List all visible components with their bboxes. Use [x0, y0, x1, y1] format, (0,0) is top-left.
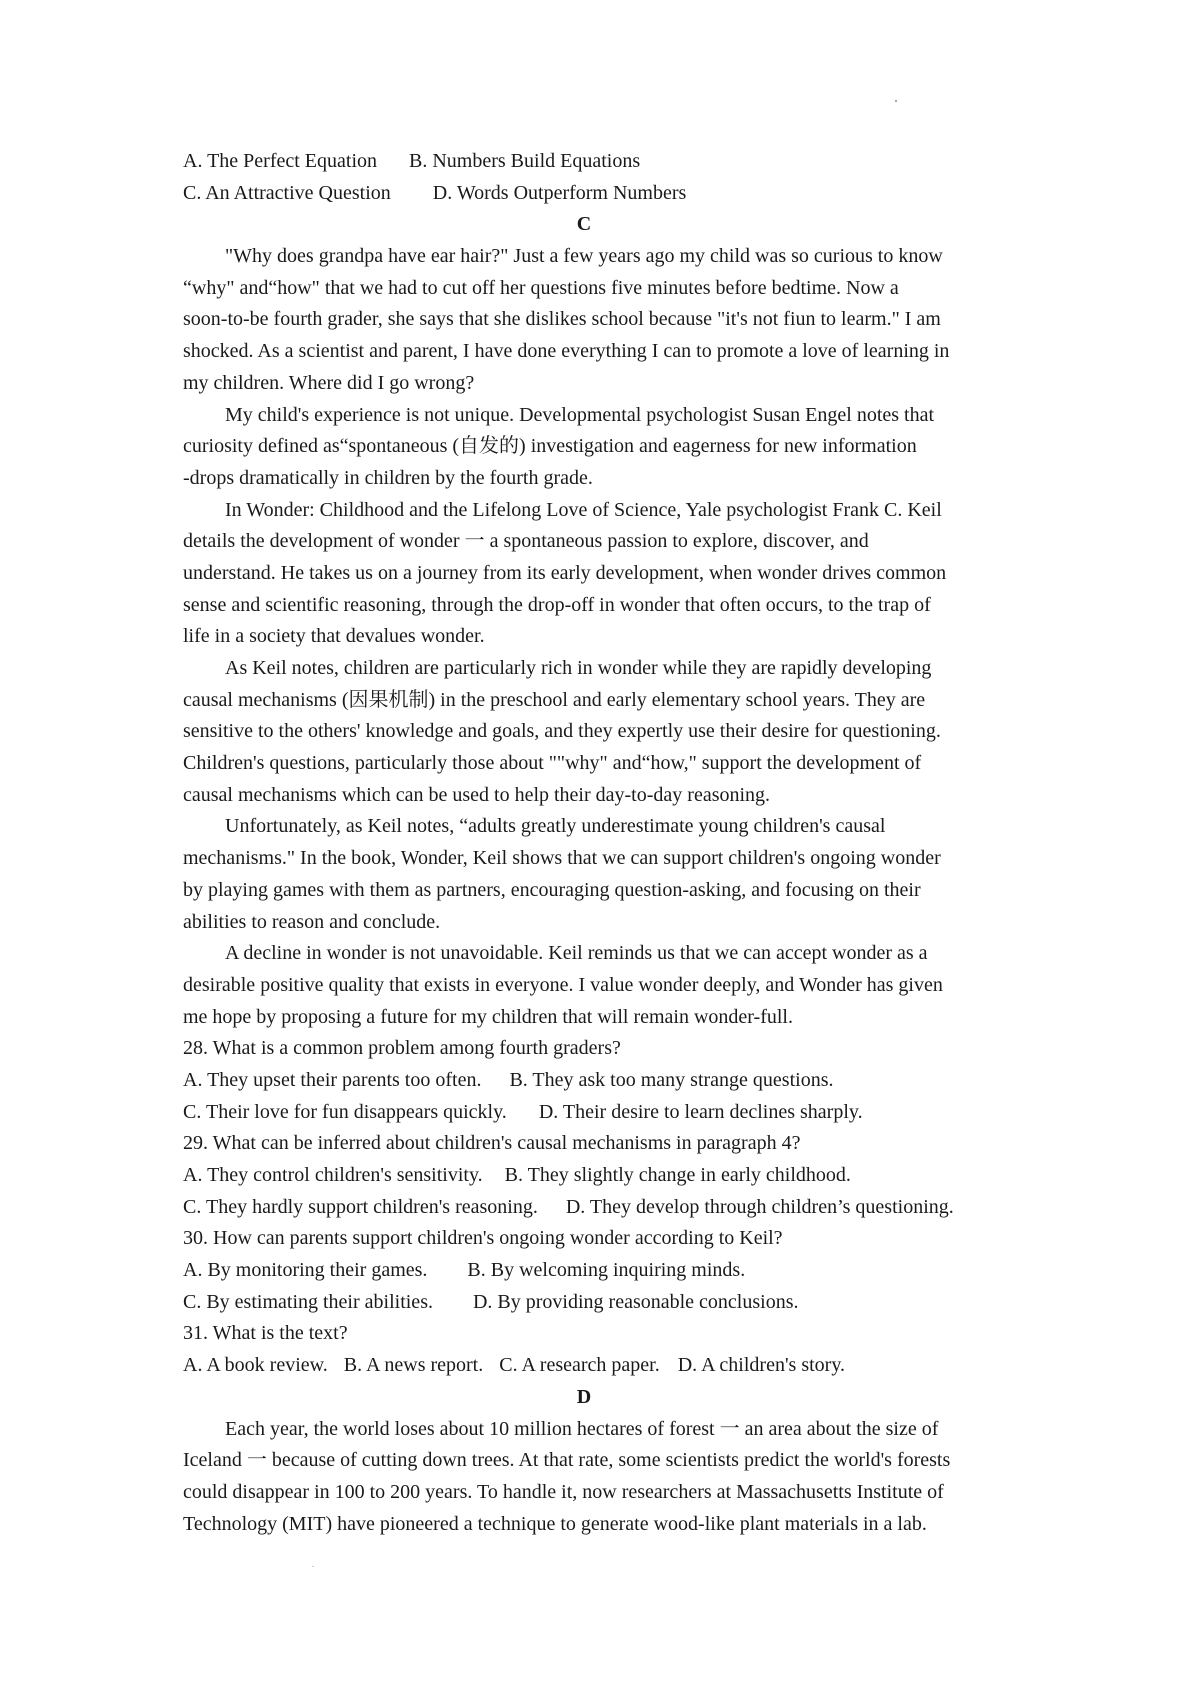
- passage-line: "Why does grandpa have ear hair?" Just a few years ago my child was so curious to know: [225, 245, 943, 268]
- q27-options-row-2: [183, 178, 1023, 210]
- passage-line: understand. He takes us on a journey from its early development, when wonder drives common: [183, 561, 947, 584]
- q27-option-c: C. An Attractive Question: [183, 181, 391, 204]
- q31-option-c: C. A research paper.: [499, 1354, 660, 1377]
- passage-line: -drops dramatically in children by the fourth grade.: [183, 466, 593, 489]
- passage-line: sensitive to the others' knowledge and goals, and they expertly use their desire for questioning.: [183, 720, 941, 743]
- q29-options-row-1: [183, 1160, 1023, 1192]
- scan-speck: [312, 1566, 314, 1567]
- passage-line: mechanisms." In the book, Wonder, Keil shows that we can support children's ongoing wonder: [183, 847, 941, 870]
- passage-line: In Wonder: Childhood and the Lifelong Love of Science, Yale psychologist Frank C. Keil: [225, 498, 942, 521]
- page-content: [183, 146, 1023, 1540]
- q28-stem: 28. What is a common problem among fourth graders?: [183, 1037, 621, 1060]
- passage-line: me hope by proposing a future for my children that will remain wonder-full.: [183, 1005, 793, 1028]
- q30-stem: 30. How can parents support children's ongoing wonder according to Keil?: [183, 1227, 783, 1250]
- q29-options-row-2: [183, 1192, 1023, 1224]
- passage-line: details the development of wonder 一 a spontaneous passion to explore, discover, and: [183, 530, 869, 553]
- passage-line: shocked. As a scientist and parent, I have done everything I can to promote a love of learning in: [183, 340, 950, 363]
- passage-line: causal mechanisms (因果机制) in the preschool and early elementary school years. They are: [183, 688, 926, 711]
- passage-line: my children. Where did I go wrong?: [183, 371, 475, 394]
- passage-line: soon-to-be fourth grader, she says that she dislikes school because "it's not fiun to learm." I am: [183, 308, 941, 331]
- passage-line: sense and scientific reasoning, through the drop-off in wonder that often occurs, to the trap of: [183, 593, 931, 616]
- q28-option-c: C. Their love for fun disappears quickly.: [183, 1100, 507, 1123]
- q31-stem: 31. What is the text?: [183, 1322, 348, 1345]
- section-d-title: D: [576, 1385, 592, 1408]
- passage-line: A decline in wonder is not unavoidable. Keil reminds us that we can accept wonder as a: [225, 942, 928, 965]
- passage-line: “why" and“how" that we had to cut off her questions five minutes before bedtime. Now a: [183, 276, 899, 299]
- q29-option-a: A. They control children's sensitivity.: [183, 1164, 483, 1186]
- q28-option-d: D. Their desire to learn declines sharply.: [538, 1100, 863, 1123]
- passage-line: life in a society that devalues wonder.: [183, 625, 485, 648]
- passage-line: by playing games with them as partners, encouraging question-asking, and focusing on their: [183, 878, 921, 901]
- passage-line: abilities to reason and conclude.: [183, 910, 441, 933]
- passage-line: As Keil notes, children are particularly rich in wonder while they are rapidly developing: [225, 657, 932, 679]
- q30-options-row-2: [183, 1287, 1023, 1319]
- q30-options-row-1: [183, 1255, 1023, 1287]
- q30-option-d: D. By providing reasonable conclusions.: [472, 1290, 799, 1313]
- q31-option-a: A. A book review.: [183, 1354, 328, 1377]
- q30-option-b: B. By welcoming inquiring minds.: [467, 1259, 746, 1282]
- passage-line: Each year, the world loses about 10 million hectares of forest 一 an area about the size of: [225, 1417, 939, 1440]
- passage-line: curiosity defined as“spontaneous (自发的) investigation and eagerness for new information: [183, 435, 917, 458]
- q30-option-c: C. By estimating their abilities.: [183, 1290, 433, 1313]
- passage-line: Iceland 一 because of cutting down trees. At that rate, some scientists predict the world's forests: [183, 1449, 951, 1472]
- q28-option-a: A. They upset their parents too often.: [183, 1068, 482, 1091]
- passage-line: could disappear in 100 to 200 years. To handle it, now researchers at Massachusetts Institute of: [183, 1480, 944, 1503]
- q29-option-b: B. They slightly change in early childhood.: [504, 1164, 851, 1186]
- section-c-title: C: [576, 213, 592, 236]
- passage-line: Technology (MIT) have pioneered a technique to generate wood-like plant materials in a lab.: [183, 1512, 927, 1535]
- q27-option-d: D. Words Outperform Numbers: [432, 181, 687, 204]
- q27-option-b: B. Numbers Build Equations: [409, 150, 641, 172]
- q28-options-row-2: [183, 1097, 1023, 1129]
- passage-line: My child's experience is not unique. Developmental psychologist Susan Engel notes that: [225, 403, 935, 426]
- q31-option-b: B. A news report.: [343, 1354, 484, 1377]
- q29-option-d: D. They develop through children’s questioning.: [565, 1195, 954, 1218]
- passage-line: causal mechanisms which can be used to help their day-to-day reasoning.: [183, 783, 771, 806]
- q29-stem: 29. What can be inferred about children's causal mechanisms in paragraph 4?: [183, 1132, 801, 1155]
- q28-option-b: B. They ask too many strange questions.: [509, 1068, 834, 1091]
- scan-speck: [895, 100, 897, 102]
- passage-line: Children's questions, particularly those about ""why" and“how," support the development of: [183, 752, 922, 775]
- q27-options-row-1: [183, 146, 1023, 178]
- passage-line: Unfortunately, as Keil notes, “adults greatly underestimate young children's causal: [225, 815, 886, 838]
- q28-options-row-1: [183, 1065, 1023, 1097]
- q31-options-row: [183, 1350, 1023, 1382]
- q27-option-a: A. The Perfect Equation: [183, 150, 378, 172]
- passage-line: desirable positive quality that exists in everyone. I value wonder deeply, and Wonder has given: [183, 973, 943, 996]
- q29-option-c: C. They hardly support children's reasoning.: [183, 1195, 538, 1218]
- q31-option-d: D. A children's story.: [677, 1354, 846, 1377]
- q30-option-a: A. By monitoring their games.: [183, 1259, 428, 1282]
